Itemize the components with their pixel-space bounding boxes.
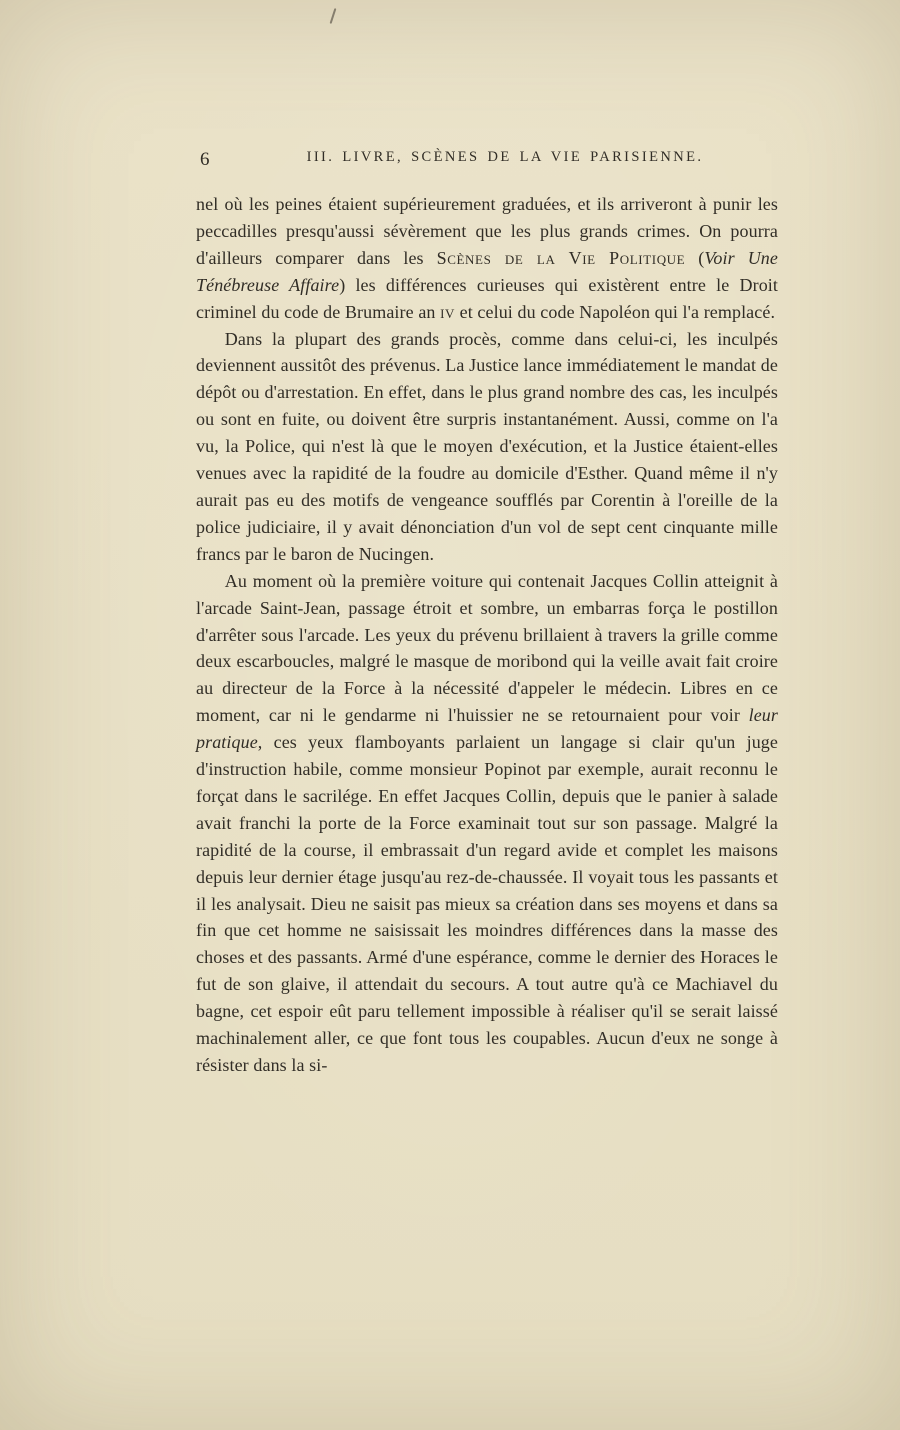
text-segment: ) les différences curieuses qui existèrent entre le Droit criminel du code de Brumaire an (196, 274, 778, 322)
text-segment-smallcaps: Scènes de la Vie Politique (436, 247, 686, 268)
text-segment: Au moment où la première voiture qui contenait Jacques Collin atteignit à l'arcade Saint-Jean, passage étroit et sombre, un embarras força le postillon d'arrêter sous l'arcade. Les yeux du prévenu brillaient à travers la grille comme deux escarboucles, malgré le masque de moribond qui la veille avait fait croire au directeur de la Force à la nécessité d'appeler le médecin. Libres en ce moment, car ni le gendarme ni l'huissier ne se retournaient pour voir (196, 570, 778, 726)
text-segment-italic: leur pratique (196, 705, 778, 753)
paragraph (196, 326, 778, 568)
page-number: 6 (200, 149, 210, 170)
paragraph (196, 191, 778, 326)
text-segment: , ces yeux flamboyants parlaient un langage si clair qu'un juge d'instruction habile, comme monsieur Popinot par exemple, aurait reconnu le forçat dans le sacrilége. En effet Jacques Collin, depuis que le panier à salade avait franchi la porte de la Force examinait tout sur son passage. Malgré la rapidité de la course, il embrassait d'un regard avide et complet les maisons depuis leur dernier étage jusqu'au rez-de-chaussée. Il voyait tous les passants et il les analysait. Dieu ne saisit pas mieux sa création dans ses moyens et dans sa fin que cet homme ne saisissait les moindres différences dans la masse des choses et des passants. Armé d'une espérance, comme le dernier des Horaces le fut de son glaive, il attendait du secours. A tout autre qu'à ce Machiavel du bagne, cet espoir eût paru tellement impossible à réaliser qu'il se serait laissé machinalement aller, ce que font tous les coupables. Aucun d'eux ne songe à résister dans la si- (196, 732, 778, 1075)
text-segment-smallcaps: iv (440, 301, 456, 322)
paragraph (196, 568, 778, 1079)
running-header: III. LIVRE, SCÈNES DE LA VIE PARISIENNE. (306, 149, 704, 165)
running-header-row (196, 149, 778, 170)
text-segment: ( (685, 247, 705, 268)
text-block (196, 191, 778, 1079)
scan-artifact-mark (330, 8, 337, 24)
text-segment-italic: Voir Une Ténébreuse Affaire (196, 247, 778, 295)
text-segment: Dans la plupart des grands procès, comme dans celui-ci, les inculpés deviennent aussitôt des prévenus. La Justice lance immédiatement le mandat de dépôt ou d'arrestation. En effet, dans le plus grand nombre des cas, les inculpés ou sont en fuite, ou doivent être surpris instantanément. Aussi, comme on l'a vu, la Police, qui n'est là que le moyen d'exécution, et la Justice étaient-elles venues avec la rapidité de la foudre au domicile d'Esther. Quand même il n'y aurait pas eu des motifs de vengeance soufflés par Corentin à l'oreille de la police judiciaire, il y avait dénonciation d'un vol de sept cent cinquante mille francs par le baron de Nucingen. (196, 328, 778, 564)
text-segment: et celui du code Napoléon qui l'a remplacé. (455, 301, 776, 322)
text-segment: nel où les peines étaient supérieurement graduées, et ils arriveront à punir les peccadilles presqu'aussi sévèrement que les plus grands crimes. On pourra d'ailleurs comparer dans les (196, 194, 778, 268)
